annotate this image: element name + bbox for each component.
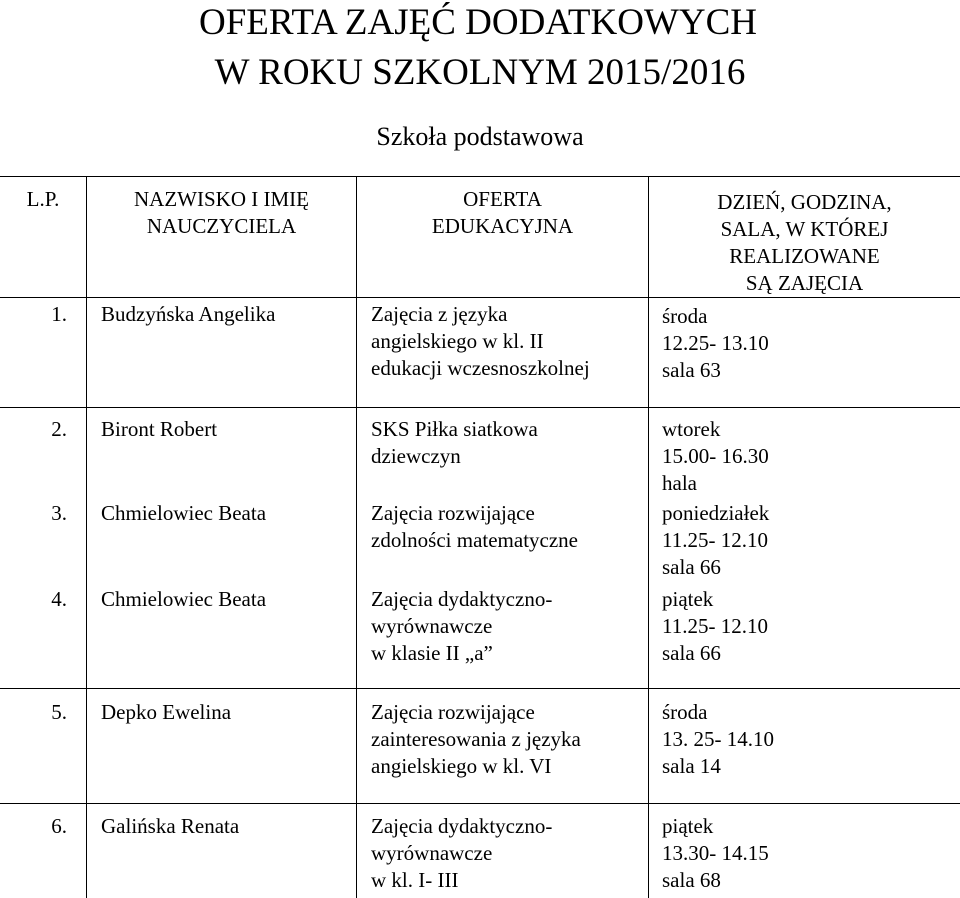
- header-day-time-room: DZIEŃ, GODZINA, SALA, W KTÓREJ REALIZOWANE SĄ ZAJĘCIA: [717, 190, 892, 295]
- teacher-name: Chmielowiec Beata: [101, 501, 267, 525]
- teacher-name: Biront Robert: [101, 417, 218, 441]
- table-grid-line: [0, 407, 960, 408]
- class-offer: SKS Piłka siatkowa dziewczyn: [371, 417, 538, 468]
- table-grid-line: [356, 176, 357, 898]
- class-schedule: poniedziałek 11.25- 12.10 sala 66: [662, 501, 770, 579]
- header-educational-offer: OFERTA EDUKACYJNA: [431, 187, 574, 238]
- class-schedule: środa 12.25- 13.10 sala 63: [662, 304, 769, 382]
- row-number: 3.: [51, 501, 67, 525]
- teacher-name: Chmielowiec Beata: [101, 587, 267, 611]
- class-offer: Zajęcia dydaktyczno- wyrównawcze w kl. I- III: [371, 814, 553, 892]
- teacher-name: Depko Ewelina: [101, 700, 232, 724]
- class-schedule: środa 13. 25- 14.10 sala 14: [662, 700, 774, 778]
- class-schedule: piątek 13.30- 14.15 sala 68: [662, 814, 769, 892]
- teacher-name: Budzyńska Angelika: [101, 302, 276, 326]
- class-offer: Zajęcia dydaktyczno- wyrównawcze w klasie II „a”: [371, 587, 553, 665]
- row-number: 6.: [51, 814, 67, 838]
- table-grid-line: [0, 176, 960, 177]
- teacher-name: Galińska Renata: [101, 814, 240, 838]
- class-schedule: wtorek 15.00- 16.30 hala: [662, 417, 769, 495]
- document-title-line-1: OFERTA ZAJĘĆ DODATKOWYCH: [198, 2, 758, 43]
- header-lp: L.P.: [26, 187, 60, 211]
- school-type-subtitle: Szkoła podstawowa: [376, 122, 584, 151]
- row-number: 4.: [51, 587, 67, 611]
- class-schedule: piątek 11.25- 12.10 sala 66: [662, 587, 768, 665]
- table-grid-line: [0, 803, 960, 804]
- document-title-line-2: W ROKU SZKOLNYM 2015/2016: [214, 52, 746, 93]
- class-offer: Zajęcia z języka angielskiego w kl. II edukacji wczesnoszkolnej: [371, 302, 590, 380]
- header-teacher-name: NAZWISKO I IMIĘ NAUCZYCIELA: [134, 187, 309, 238]
- row-number: 1.: [51, 302, 67, 326]
- table-grid-line: [0, 297, 960, 298]
- table-grid-line: [86, 176, 87, 898]
- row-number: 5.: [51, 700, 67, 724]
- table-grid-line: [0, 688, 960, 689]
- class-offer: Zajęcia rozwijające zdolności matematyczne: [371, 501, 578, 552]
- row-number: 2.: [51, 417, 67, 441]
- class-offer: Zajęcia rozwijające zainteresowania z języka angielskiego w kl. VI: [371, 700, 581, 778]
